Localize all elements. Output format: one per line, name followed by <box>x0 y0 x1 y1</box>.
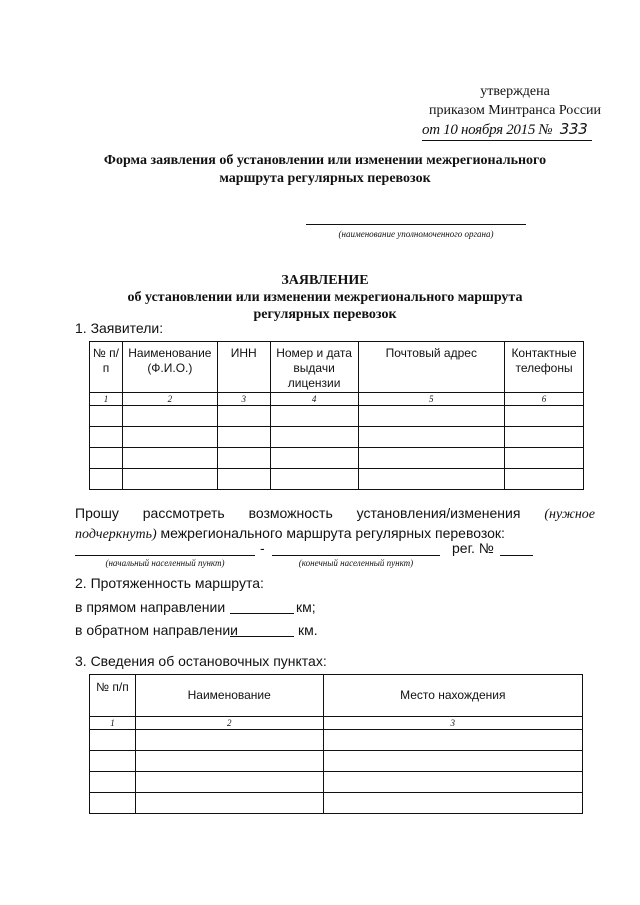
length-section-title: 2. Протяженность маршрута: <box>75 575 264 591</box>
header-number: № п/п <box>90 675 136 717</box>
column-number: 2 <box>122 393 217 406</box>
table-cell[interactable] <box>135 730 323 751</box>
stops-section-title: 3. Сведения об остановочных пунктах: <box>75 653 327 669</box>
table-cell[interactable] <box>90 469 123 490</box>
table-cell[interactable] <box>217 448 270 469</box>
table-cell[interactable] <box>90 751 136 772</box>
reg-number-field[interactable] <box>500 555 533 556</box>
forward-length-field[interactable] <box>230 613 294 614</box>
table-row[interactable] <box>90 751 583 772</box>
table-row[interactable] <box>90 793 583 814</box>
table-cell[interactable] <box>217 469 270 490</box>
table-cell[interactable] <box>135 793 323 814</box>
statement-heading: ЗАЯВЛЕНИЕ <box>281 273 369 288</box>
table-cell[interactable] <box>270 448 358 469</box>
table-row[interactable] <box>90 448 584 469</box>
approval-block <box>420 82 610 120</box>
table-row[interactable] <box>90 730 583 751</box>
form-title: Форма заявления об установлении или изменении межрегионального маршрута регулярных перевозок <box>103 153 547 186</box>
table-header-row <box>90 342 584 393</box>
backward-unit: км. <box>298 622 318 638</box>
order-number-prefix: № <box>538 122 553 138</box>
table-cell[interactable] <box>323 751 582 772</box>
backward-length-field[interactable] <box>230 636 294 637</box>
table-cell[interactable] <box>358 427 505 448</box>
table-cell[interactable] <box>358 469 505 490</box>
table-cell[interactable] <box>90 793 136 814</box>
table-cell[interactable] <box>135 772 323 793</box>
table-cell[interactable] <box>122 427 217 448</box>
table-cell[interactable] <box>270 406 358 427</box>
table-cell[interactable] <box>505 406 584 427</box>
table-number-row <box>90 393 584 406</box>
table-cell[interactable] <box>122 448 217 469</box>
table-cell[interactable] <box>505 448 584 469</box>
column-number: 2 <box>135 717 323 730</box>
table-row[interactable] <box>90 469 584 490</box>
authority-note: (наименование уполномоченного органа) <box>338 229 494 239</box>
table-cell[interactable] <box>135 751 323 772</box>
column-number: 1 <box>90 393 123 406</box>
table-cell[interactable] <box>122 406 217 427</box>
column-number: 3 <box>217 393 270 406</box>
header-phones: Контактные телефоны <box>505 342 584 393</box>
request-paragraph <box>75 504 595 544</box>
table-row[interactable] <box>90 772 583 793</box>
column-number: 4 <box>270 393 358 406</box>
table-cell[interactable] <box>505 469 584 490</box>
column-number: 6 <box>505 393 584 406</box>
column-number: 3 <box>323 717 582 730</box>
statement-title <box>110 272 540 323</box>
route-dash: - <box>260 540 265 556</box>
header-name: Наименование (Ф.И.О.) <box>122 342 217 393</box>
table-number-row <box>90 717 583 730</box>
table-cell[interactable] <box>323 772 582 793</box>
end-point-field[interactable] <box>272 555 440 556</box>
header-location: Место нахождения <box>323 675 582 717</box>
approval-signature-line <box>422 120 592 141</box>
forward-unit: км; <box>296 599 316 615</box>
statement-subheading: об установлении или изменении межрегионального маршрута регулярных перевозок <box>127 290 523 322</box>
applicants-table <box>89 341 584 490</box>
table-cell[interactable] <box>217 406 270 427</box>
table-cell[interactable] <box>323 730 582 751</box>
applicants-section-title: 1. Заявители: <box>75 320 164 336</box>
table-cell[interactable] <box>323 793 582 814</box>
table-cell[interactable] <box>358 448 505 469</box>
header-number: № п/п <box>90 342 123 393</box>
header-address: Почтовый адрес <box>358 342 505 393</box>
table-cell[interactable] <box>358 406 505 427</box>
table-cell[interactable] <box>270 427 358 448</box>
table-cell[interactable] <box>505 427 584 448</box>
request-text-end: межрегионального маршрута регулярных перевозок: <box>160 525 505 541</box>
table-cell[interactable] <box>270 469 358 490</box>
table-cell[interactable] <box>90 448 123 469</box>
table-cell[interactable] <box>122 469 217 490</box>
order-number: 333 <box>559 120 588 138</box>
column-number: 5 <box>358 393 505 406</box>
table-cell[interactable] <box>90 730 136 751</box>
table-cell[interactable] <box>90 772 136 793</box>
column-number: 1 <box>90 717 136 730</box>
table-cell[interactable] <box>217 427 270 448</box>
backward-direction-label: в обратном направлении <box>75 622 238 638</box>
forward-direction-label: в прямом направлении <box>75 599 226 615</box>
table-cell[interactable] <box>90 427 123 448</box>
stops-table <box>89 674 583 814</box>
table-header-row <box>90 675 583 717</box>
authority-name-field[interactable] <box>306 224 526 225</box>
approval-line-1: утверждена <box>480 84 550 99</box>
header-name: Наименование <box>135 675 323 717</box>
approval-line-2: приказом Минтранса России <box>428 103 602 118</box>
end-point-note: (конечный населенный пункт) <box>298 558 414 568</box>
table-row[interactable] <box>90 406 584 427</box>
header-inn: ИНН <box>217 342 270 393</box>
table-row[interactable] <box>90 427 584 448</box>
request-text-start: Прошу рассмотреть возможность установления/изменения <box>75 505 521 521</box>
reg-number-label: рег. № <box>452 540 494 556</box>
header-license: Номер и дата выдачи лицензии <box>270 342 358 393</box>
start-point-field[interactable] <box>75 555 255 556</box>
table-cell[interactable] <box>90 406 123 427</box>
start-point-note: (начальный населенный пункт) <box>105 558 225 568</box>
handwritten-date: от 10 ноября 2015 <box>422 122 536 138</box>
request-text-italic: (нужное подчеркнуть) <box>75 507 596 542</box>
